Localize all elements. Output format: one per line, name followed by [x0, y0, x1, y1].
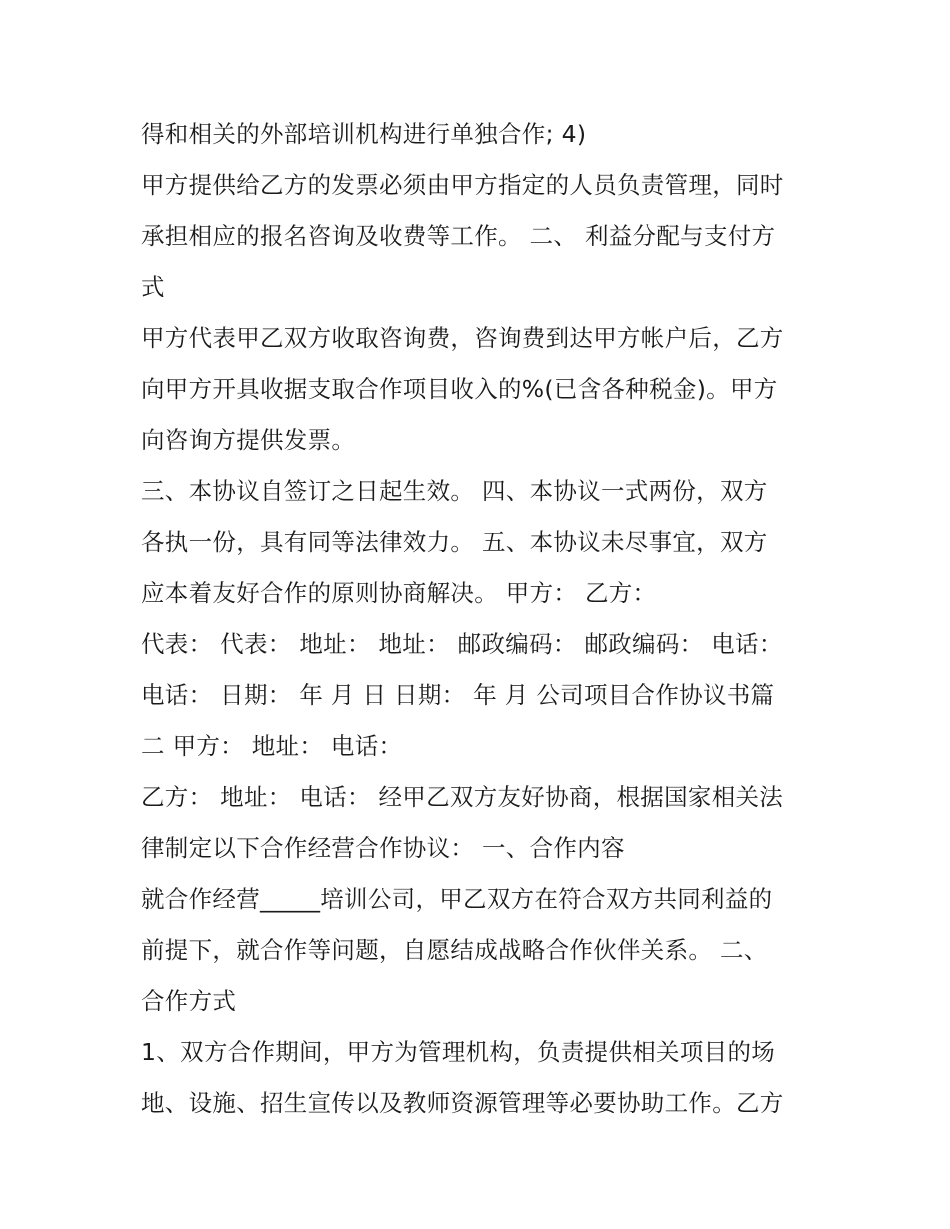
text-line: 地、设施、招生宣传以及教师资源管理等必要协助工作。乙方 [141, 1089, 784, 1117]
text-line: 1、双方合作期间，甲方为管理机构，负责提供相关项目的场 [141, 1038, 776, 1066]
text-line: 各执一份，具有同等法律效力。 五、本协议未尽事宜，双方 [141, 528, 768, 556]
text-line: 得和相关的外部培训机构进行单独合作; 4) [141, 120, 587, 148]
text-line: 电话： 日期： 年 月 日 日期： 年 月 公司项目合作协议书篇 [141, 681, 775, 709]
text-line: 合作方式 [141, 987, 237, 1015]
text-line: 向甲方开具收据支取合作项目收入的%(已含各种税金)。甲方 [141, 375, 778, 403]
document-body [141, 109, 831, 1129]
text-line: 向咨询方提供发票。 [141, 426, 356, 454]
text-line: 代表： 代表： 地址： 地址： 邮政编码： 邮政编码： 电话： [141, 630, 783, 658]
text-line: 承担相应的报名咨询及收费等工作。 二、 利益分配与支付方 [141, 222, 776, 250]
text-line: 就合作经营_____培训公司，甲乙双方在符合双方共同利益的 [141, 885, 773, 913]
text-line: 二 甲方： 地址： 电话： [141, 732, 403, 760]
text-line: 甲方代表甲乙双方收取咨询费，咨询费到达甲方帐户后，乙方 [141, 324, 784, 352]
text-line: 律制定以下合作经营合作协议： 一、合作内容 [141, 834, 625, 862]
text-line: 式 [141, 273, 165, 301]
text-line: 三、本协议自签订之日起生效。 四、本协议一式两份，双方 [141, 477, 768, 505]
text-line: 甲方提供给乙方的发票必须由甲方指定的人员负责管理，同时 [141, 171, 784, 199]
text-line: 前提下，就合作等问题，自愿结成战略合作伙伴关系。 二、 [141, 936, 768, 964]
text-line: 应本着友好合作的原则协商解决。 甲方： 乙方： [141, 579, 657, 607]
text-line: 乙方： 地址： 电话： 经甲乙双方友好协商，根据国家相关法 [141, 783, 784, 811]
